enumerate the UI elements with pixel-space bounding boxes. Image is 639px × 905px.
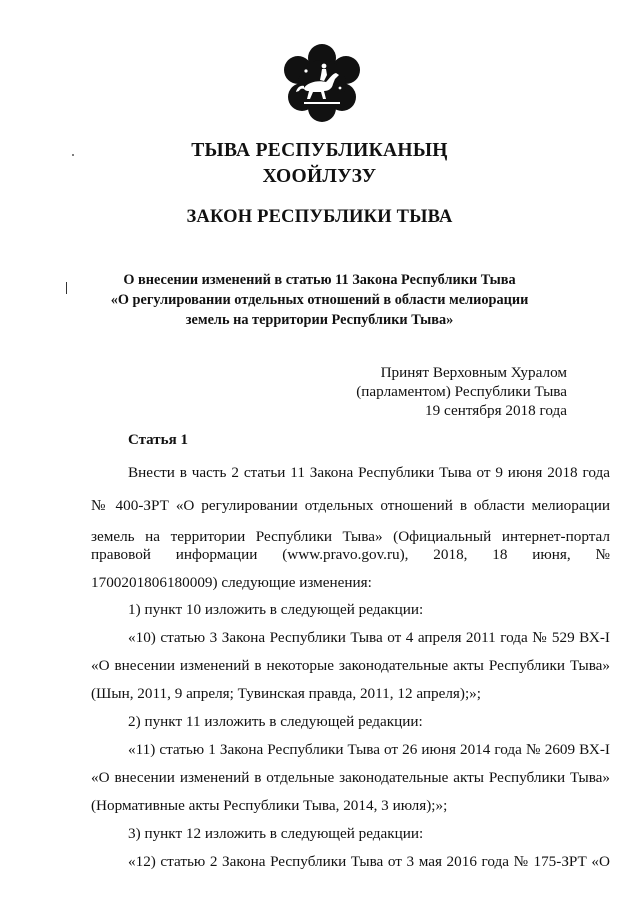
scan-mark [66, 282, 67, 294]
subject-line-1: О внесении изменений в статью 11 Закона Республики Тыва [123, 272, 516, 288]
adopted-line-2: (парламентом) Республики Тыва [356, 383, 567, 400]
body-line: 2) пункт 11 изложить в следующей редакции: [128, 713, 423, 730]
tuva-emblem-icon [282, 44, 362, 124]
law-title: ЗАКОН РЕСПУБЛИКИ ТЫВА [186, 207, 453, 227]
body-line: (Шын, 2011, 9 апреля; Тувинская правда, 2011, 12 апреля);»; [91, 685, 482, 702]
body-line: 3) пункт 12 изложить в следующей редакции: [128, 825, 424, 842]
scan-speck [72, 154, 74, 156]
body-line: «10) статью 3 Закона Республики Тыва от 4 апреля 2011 года № 529 ВХ-I [128, 629, 610, 646]
subject-line-3: земель на территории Республики Тыва» [185, 312, 454, 328]
body-line: «12) статью 2 Закона Республики Тыва от 3 мая 2016 года № 175-ЗРТ «О [128, 853, 610, 870]
adopted-line-3: 19 сентября 2018 года [425, 402, 567, 419]
title-line-2: ХООЙЛУЗУ [262, 166, 377, 187]
body-line: «11) статью 1 Закона Республики Тыва от 26 июня 2014 года № 2609 ВХ-I [128, 741, 610, 758]
body-line: правовой информации (www.pravo.gov.ru), 2018, 18 июня, № [91, 546, 610, 563]
body-line: «О внесении изменений в некоторые законодательные акты Республики Тыва» [91, 657, 610, 674]
body-line: земель на территории Республики Тыва» (Официальный интернет-портал [91, 528, 610, 545]
body-line: (Нормативные акты Республики Тыва, 2014, 3 июля);»; [91, 797, 448, 814]
body-line: 1700201806180009) следующие изменения: [91, 574, 372, 591]
body-line: № 400-ЗРТ «О регулировании отдельных отношений в области мелиорации [91, 497, 610, 514]
body-line: «О внесении изменений в отдельные законодательные акты Республики Тыва» [91, 769, 610, 786]
body-line: Внести в часть 2 статьи 11 Закона Республики Тыва от 9 июня 2018 года [128, 464, 610, 481]
adopted-line-1: Принят Верховным Хуралом [380, 364, 567, 381]
article-heading: Статья 1 [128, 432, 188, 448]
body-line: 1) пункт 10 изложить в следующей редакции: [128, 601, 424, 618]
subject-line-2: «О регулировании отдельных отношений в области мелиорации [110, 292, 529, 308]
title-line-1: ТЫВА РЕСПУБЛИКАНЫҢ [191, 140, 448, 161]
